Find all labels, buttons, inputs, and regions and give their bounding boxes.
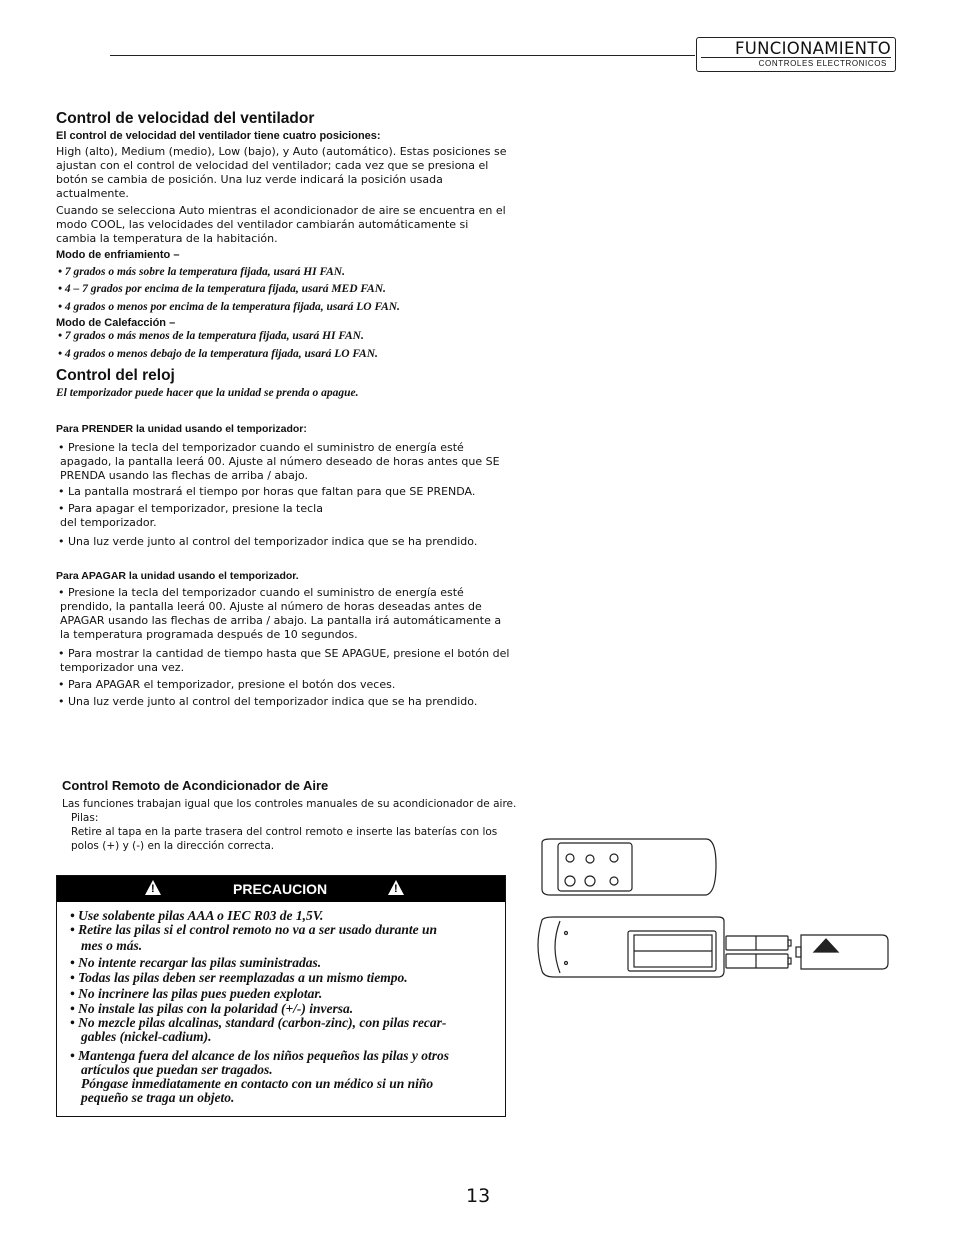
clock-title: Control del reloj [56,367,175,384]
caution-line: • Retire las pilas si el control remoto no va a ser usado durante un [70,922,438,937]
timer-on-item [58,485,519,499]
warning-icon: ! [145,880,161,895]
text-line: ajustan con el control de velocidad del ventilador; cada vez que se presiona el [56,159,489,172]
text-line: Las funciones trabajan igual que los controles manuales de su acondicionador de aire. [62,798,517,810]
header-rule [110,55,695,56]
heat-item: • 4 grados o menos debajo de la temperatura fijada, usará LO FAN. [58,348,378,360]
cool-mode-head: Modo de enfriamiento – [56,249,180,261]
section-subtitle: CONTROLES ELECTRONICOS [758,59,887,68]
text-line: Retire al tapa en la parte trasera del control remoto e inserte las baterías con los [71,826,498,838]
timer-on-item [58,535,519,549]
cool-item: • 4 – 7 grados por encima de la temperatura fijada, usará MED FAN. [58,283,386,295]
section-title: FUNCIONAMIENTO [734,39,891,58]
cool-item: • 7 grados o más sobre la temperatura fijada, usará HI FAN. [58,266,345,278]
timer-on-item [58,502,519,530]
heat-mode-head: Modo de Calefacción – [56,317,176,329]
text-line: • Para apagar el temporizador, presione la tecla [58,502,323,515]
text-line: modo COOL, las velocidades del ventilador cambiarán automáticamente si [56,218,469,231]
text-line: • Para mostrar la cantidad de tiempo hasta que SE APAGUE, presione el botón del [58,647,510,660]
caution-line: mes o más. [81,938,143,953]
text-line: • Una luz verde junto al control del temporizador indica que se ha prendido. [58,535,478,548]
timer-on-head: Para PRENDER la unidad usando el temporizador: [56,423,307,435]
caution-line: • No instale las pilas con la polaridad (+/-) inversa. [70,1001,354,1016]
text-line: cambia la temperatura de la habitación. [56,232,278,245]
caution-line: artículos que puedan ser tragados. [81,1062,273,1077]
timer-off-item [58,647,519,675]
battery-cover [796,935,888,969]
text-line: prendido, la pantalla leerá 00. Ajuste al número de horas deseadas antes de [60,600,482,613]
text-line: • Una luz verde junto al control del temporizador indica que se ha prendido. [58,695,478,708]
caution-line: Póngase inmediatamente en contacto con un médico si un niño [81,1076,434,1091]
text-line: • Para APAGAR el temporizador, presione el botón dos veces. [58,678,396,691]
warning-icon: ! [388,880,404,895]
section-divider [701,57,891,58]
remote-paragraph [62,797,522,853]
text-line: PRENDA usando las flechas de arriba / abajo. [60,469,308,482]
caution-line: • No intente recargar las pilas suministradas. [70,955,322,970]
text-line: la temperatura programada después de 10 segundos. [60,628,358,641]
caution-box [56,875,506,1117]
caution-line: • Todas las pilas deben ser reemplazadas a un mismo tiempo. [70,970,408,985]
timer-off-item [58,586,519,642]
page-number: 13 [466,1185,491,1207]
fan-title: Control de velocidad del ventilador [56,110,315,127]
caution-line: • No incrinere las pilas pues pueden explotar. [70,986,323,1001]
caution-line: pequeño se traga un objeto. [81,1090,235,1105]
timer-off-item [58,695,519,709]
fan-paragraph-1 [56,145,516,201]
remote-front-view [542,839,716,895]
text-line: botón se cambia de posición. Una luz verde indicará la posición usada [56,173,443,186]
caution-line: • Use solabente pilas AAA o IEC R03 de 1,5V. [70,908,324,923]
cool-item: • 4 grados o menos por encima de la temperatura fijada, usará LO FAN. [58,301,400,313]
remote-illustration [530,835,900,985]
text-line: APAGAR usando las flechas de arriba / abajo. La pantalla irá automáticamente a [60,614,502,627]
caution-label: PRECAUCION [233,881,328,897]
timer-off-head: Para APAGAR la unidad usando el temporizador. [56,570,299,582]
text-line: • Presione la tecla del temporizador cuando el suministro de energía esté [58,586,464,599]
text-line: apagado, la pantalla leerá 00. Ajuste al número deseado de horas antes que SE [60,455,500,468]
timer-off-item [58,678,519,692]
text-line: Pilas: [71,812,99,824]
caution-line: • No mezcle pilas alcalinas, standard (carbon-zinc), con pilas recar- [70,1015,447,1030]
clock-intro: El temporizador puede hacer que la unidad se prenda o apague. [56,387,359,399]
text-line: High (alto), Medium (medio), Low (bajo), y Auto (automático). Estas posiciones se [56,145,507,158]
text-line: del temporizador. [60,516,157,529]
caution-line: gables (nickel-cadium). [81,1029,212,1044]
text-line: actualmente. [56,187,129,200]
remote-back-view [538,917,724,977]
fan-subhead: El control de velocidad del ventilador tiene cuatro posiciones: [56,130,381,142]
remote-title: Control Remoto de Acondicionador de Aire [62,778,329,793]
battery-icon [726,936,791,968]
text-line: polos (+) y (-) en la dirección correcta. [71,840,275,852]
heat-item: • 7 grados o más menos de la temperatura fijada, usará HI FAN. [58,330,364,342]
text-line: • Presione la tecla del temporizador cuando el suministro de energía esté [58,441,464,454]
section-header [696,37,896,72]
text-line: temporizador una vez. [60,661,185,674]
timer-on-item [58,441,519,483]
fan-paragraph-2 [56,204,516,246]
caution-header [57,876,505,902]
text-line: Cuando se selecciona Auto mientras el acondicionador de aire se encuentra en el [56,204,506,217]
caution-line: • Mantenga fuera del alcance de los niños pequeños las pilas y otros [70,1048,449,1063]
text-line: • La pantalla mostrará el tiempo por horas que faltan para que SE PRENDA. [58,485,476,498]
